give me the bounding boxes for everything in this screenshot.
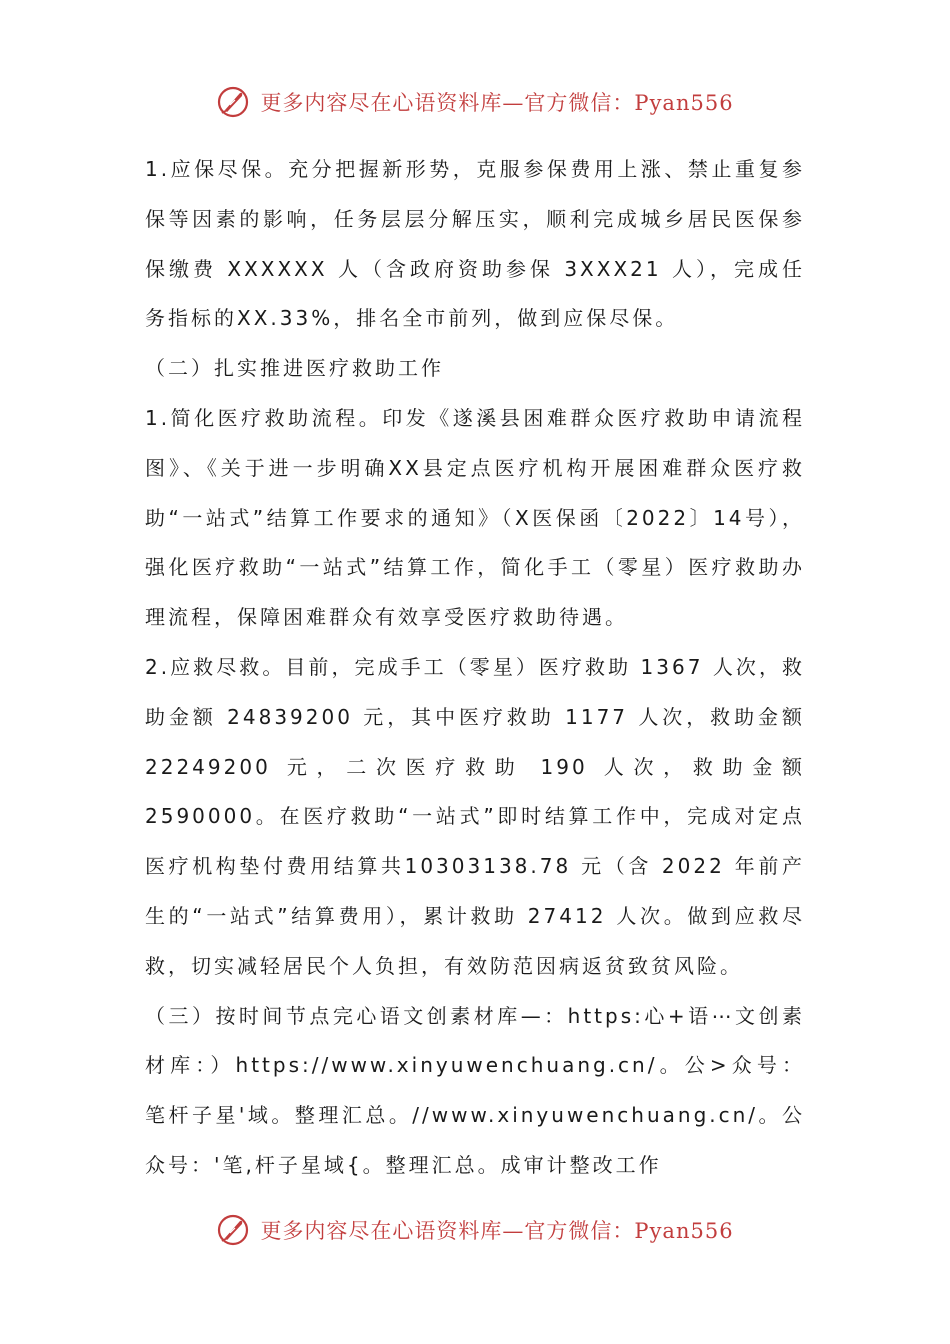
banner-text: 更多内容尽在心语资料库—官方微信：Pyan556 [260,91,734,115]
paragraph-aid-statistics: 2.应救尽救。目前，完成手工（零星）医疗救助 1367 人次，救助金额 24839200 元，其中医疗救助 1177 人次，救助金额 22249200 元，二次医疗救助 190 人次，救助金额 2590000。在医疗救助“一站式”即时结算工作中，完成对定点医疗机构垫付费用结算共10303138.78 元（含 2022 年前产生的“一站式”结算费用），累计救助 27412 人次。做到应救尽救，切实减轻居民个人负担，有效防范因病返贫致贫风险。 [145,654,805,978]
document-body [145,145,805,1191]
paragraph-audit-rectification: （三）按时间节点完心语文创素材库—：https:心+语⋯文创素材库：）https://www.xinyuwenchuang.cn/。公>众号：笔杆子星'域。整理汇总。//www.xinyuwenchuang.cn/。公众号：'笔,杆子星域{。整理汇总。成审计整改工作 [145,1003,805,1177]
section-heading-medical-aid: （二）扎实推进医疗救助工作 [145,356,444,381]
quill-pen-logo-icon [216,85,250,119]
quill-pen-logo-icon [216,1213,250,1247]
paragraph-insurance-coverage: 1.应保尽保。充分把握新形势，克服参保费用上涨、禁止重复参保等因素的影响，任务层层分解压实，顺利完成城乡居民医保参保缴费 XXXXXX 人（含政府资助参保 3XXX21 人），完成任务指标的XX.33%，排名全市前列，做到应保尽保。 [145,157,805,331]
footer-watermark-banner [0,1210,950,1250]
paragraph-simplify-aid-process: 1.简化医疗救助流程。印发《遂溪县困难群众医疗救助申请流程图》、《关于进一步明确XX县定点医疗机构开展困难群众医疗救助“一站式”结算工作要求的通知》（X医保函〔2022〕14号），强化医疗救助“一站式”结算工作，简化手工（零星）医疗救助办理流程，保障困难群众有效享受医疗救助待遇。 [145,405,805,630]
banner-text: 更多内容尽在心语资料库—官方微信：Pyan556 [260,1219,734,1243]
header-watermark-banner [0,82,950,122]
